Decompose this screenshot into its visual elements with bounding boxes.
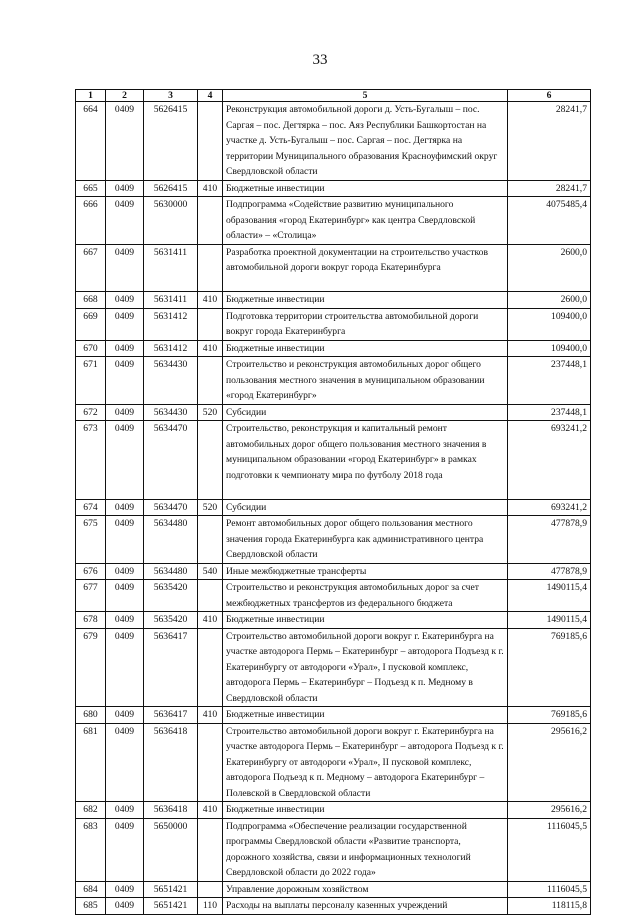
table-row: [76, 612, 591, 629]
expense-type-code: [198, 628, 223, 707]
article-code: 5631412: [144, 340, 198, 357]
amount: 1490115,4: [508, 612, 591, 629]
row-number: 681: [76, 723, 106, 802]
amount: 1490115,4: [508, 580, 591, 612]
section-code: 0409: [106, 707, 144, 724]
amount: 1116045,5: [508, 881, 591, 898]
amount: 109400,0: [508, 308, 591, 340]
item-name: Строительство автомобильной дороги вокруг г. Екатеринбурга на участке автодорога Пермь – Екатеринбург – автодорога Подъезд к г. Екатеринбургу от автодороги «Урал», II пусковой комплекс, автодорога Подъезд к п. Медному – автодорога Екатеринбург – Полевской в Свердловской области: [223, 723, 508, 802]
table-row: [76, 197, 591, 245]
expense-type-code: [198, 421, 223, 500]
expense-type-code: [198, 580, 223, 612]
item-name: Расходы на выплаты персоналу казенных учреждений: [223, 898, 508, 915]
table-row: [76, 723, 591, 802]
item-name: Бюджетные инвестиции: [223, 340, 508, 357]
row-number: 667: [76, 244, 106, 292]
expense-type-code: 410: [198, 292, 223, 309]
table-row: [76, 308, 591, 340]
table-row: [76, 244, 591, 292]
row-number: 684: [76, 881, 106, 898]
column-header-2: 2: [106, 90, 144, 102]
item-name: Бюджетные инвестиции: [223, 612, 508, 629]
item-name: Субсидии: [223, 499, 508, 516]
section-code: 0409: [106, 563, 144, 580]
amount: 477878,9: [508, 563, 591, 580]
section-code: 0409: [106, 580, 144, 612]
row-number: 685: [76, 898, 106, 915]
table-row: [76, 802, 591, 819]
section-code: 0409: [106, 898, 144, 915]
column-header-4: 4: [198, 90, 223, 102]
expense-type-code: [198, 357, 223, 405]
amount: 237448,1: [508, 357, 591, 405]
article-code: 5634430: [144, 357, 198, 405]
row-number: 670: [76, 340, 106, 357]
section-code: 0409: [106, 180, 144, 197]
expense-type-code: [198, 102, 223, 181]
item-name: Подпрограмма «Содействие развитию муниципального образования «город Екатеринбург» как центра Свердловской области» – «Столица»: [223, 197, 508, 245]
expense-type-code: [198, 818, 223, 881]
row-number: 683: [76, 818, 106, 881]
amount: 109400,0: [508, 340, 591, 357]
item-name: Подготовка территории строительства автомобильной дороги вокруг города Екатеринбурга: [223, 308, 508, 340]
amount: 769185,6: [508, 707, 591, 724]
table-row: [76, 499, 591, 516]
item-name: Строительство автомобильной дороги вокруг г. Екатеринбурга на участке автодорога Пермь – Екатеринбург – автодорога Подъезд к г. Екатеринбургу от автодороги «Урал», I пусковой комплекс, автодорога Пермь – Екатеринбург – Подъезд к п. Медному в Свердловской области: [223, 628, 508, 707]
item-name: Бюджетные инвестиции: [223, 707, 508, 724]
row-number: 668: [76, 292, 106, 309]
item-name: Бюджетные инвестиции: [223, 180, 508, 197]
expense-type-code: 520: [198, 499, 223, 516]
table-row: [76, 563, 591, 580]
item-name: Реконструкция автомобильной дороги д. Усть-Бугалыш – пос. Саргая – пос. Дегтярка – пос. Аяз Республики Башкортостан на участке д. Усть-Бугалыш – пос. Саргая – пос. Дегтярка на территории Муниципального образования Красноуфимский округ Свердловской области: [223, 102, 508, 181]
table-row: [76, 881, 591, 898]
article-code: 5636418: [144, 723, 198, 802]
table-row: [76, 898, 591, 915]
section-code: 0409: [106, 612, 144, 629]
row-number: 674: [76, 499, 106, 516]
section-code: 0409: [106, 516, 144, 564]
item-name: Субсидии: [223, 404, 508, 421]
amount: 769185,6: [508, 628, 591, 707]
column-header-6: 6: [508, 90, 591, 102]
table-row: [76, 292, 591, 309]
article-code: 5651421: [144, 881, 198, 898]
amount: 295616,2: [508, 802, 591, 819]
expense-type-code: [198, 723, 223, 802]
table-row: [76, 707, 591, 724]
expense-type-code: [198, 516, 223, 564]
table-row: [76, 404, 591, 421]
article-code: 5635420: [144, 580, 198, 612]
section-code: 0409: [106, 802, 144, 819]
amount: 693241,2: [508, 421, 591, 500]
amount: 693241,2: [508, 499, 591, 516]
article-code: 5630000: [144, 197, 198, 245]
item-name: Строительство и реконструкция автомобильных дорог за счет межбюджетных трансфертов из федерального бюджета: [223, 580, 508, 612]
expense-type-code: 520: [198, 404, 223, 421]
expense-type-code: 540: [198, 563, 223, 580]
item-name: Ремонт автомобильных дорог общего пользования местного значения города Екатеринбурга как административного центра Свердловской области: [223, 516, 508, 564]
section-code: 0409: [106, 292, 144, 309]
amount: 4075485,4: [508, 197, 591, 245]
article-code: 5634430: [144, 404, 198, 421]
expense-type-code: [198, 881, 223, 898]
expense-type-code: 410: [198, 180, 223, 197]
expense-type-code: 410: [198, 340, 223, 357]
amount: 477878,9: [508, 516, 591, 564]
article-code: 5631411: [144, 292, 198, 309]
table-row: [76, 580, 591, 612]
amount: 1116045,5: [508, 818, 591, 881]
row-number: 666: [76, 197, 106, 245]
table-row: [76, 357, 591, 405]
expense-type-code: 410: [198, 707, 223, 724]
amount: 2600,0: [508, 292, 591, 309]
table-row: [76, 818, 591, 881]
item-name: Подпрограмма «Обеспечение реализации государственной программы Свердловской области «Развитие транспорта, дорожного хозяйства, связи и информационных технологий Свердловской области до 2022 года»: [223, 818, 508, 881]
expense-type-code: [198, 244, 223, 292]
page-number: 33: [312, 52, 328, 68]
item-name: Разработка проектной документации на строительство участков автомобильной дороги вокруг города Екатеринбурга: [223, 244, 508, 292]
article-code: 5650000: [144, 818, 198, 881]
article-code: 5635420: [144, 612, 198, 629]
section-code: 0409: [106, 340, 144, 357]
article-code: 5636418: [144, 802, 198, 819]
article-code: 5634470: [144, 499, 198, 516]
table-header-row: [76, 90, 591, 102]
expense-type-code: 410: [198, 612, 223, 629]
table-row: [76, 340, 591, 357]
item-name: Строительство, реконструкция и капитальный ремонт автомобильных дорог общего пользования местного значения в муниципальном образовании «город Екатеринбург» в рамках подготовки к чемпионату мира по футболу 2018 года: [223, 421, 508, 500]
article-code: 5634480: [144, 563, 198, 580]
row-number: 677: [76, 580, 106, 612]
row-number: 682: [76, 802, 106, 819]
expense-type-code: 110: [198, 898, 223, 915]
row-number: 680: [76, 707, 106, 724]
column-header-1: 1: [76, 90, 106, 102]
section-code: 0409: [106, 818, 144, 881]
section-code: 0409: [106, 102, 144, 181]
article-code: 5634470: [144, 421, 198, 500]
item-name: Бюджетные инвестиции: [223, 802, 508, 819]
amount: 237448,1: [508, 404, 591, 421]
article-code: 5626415: [144, 102, 198, 181]
amount: 28241,7: [508, 102, 591, 181]
item-name: Иные межбюджетные трансферты: [223, 563, 508, 580]
article-code: 5634480: [144, 516, 198, 564]
row-number: 678: [76, 612, 106, 629]
section-code: 0409: [106, 357, 144, 405]
section-code: 0409: [106, 499, 144, 516]
article-code: 5631412: [144, 308, 198, 340]
row-number: 673: [76, 421, 106, 500]
section-code: 0409: [106, 881, 144, 898]
item-name: Строительство и реконструкция автомобильных дорог общего пользования местного значения в муниципальном образовании «город Екатеринбург»: [223, 357, 508, 405]
row-number: 672: [76, 404, 106, 421]
section-code: 0409: [106, 197, 144, 245]
column-header-3: 3: [144, 90, 198, 102]
table-row: [76, 516, 591, 564]
article-code: 5636417: [144, 707, 198, 724]
section-code: 0409: [106, 723, 144, 802]
article-code: 5636417: [144, 628, 198, 707]
table-row: [76, 102, 591, 181]
item-name: Управление дорожным хозяйством: [223, 881, 508, 898]
table-row: [76, 421, 591, 500]
article-code: 5651421: [144, 898, 198, 915]
section-code: 0409: [106, 421, 144, 500]
article-code: 5626415: [144, 180, 198, 197]
table-row: [76, 180, 591, 197]
amount: 295616,2: [508, 723, 591, 802]
amount: 28241,7: [508, 180, 591, 197]
table-row: [76, 628, 591, 707]
expense-type-code: [198, 308, 223, 340]
row-number: 671: [76, 357, 106, 405]
budget-table: [75, 89, 591, 915]
expense-type-code: [198, 197, 223, 245]
amount: 2600,0: [508, 244, 591, 292]
expense-type-code: 410: [198, 802, 223, 819]
row-number: 669: [76, 308, 106, 340]
row-number: 664: [76, 102, 106, 181]
amount: 118115,8: [508, 898, 591, 915]
item-name: Бюджетные инвестиции: [223, 292, 508, 309]
row-number: 679: [76, 628, 106, 707]
section-code: 0409: [106, 404, 144, 421]
section-code: 0409: [106, 244, 144, 292]
row-number: 676: [76, 563, 106, 580]
section-code: 0409: [106, 308, 144, 340]
row-number: 665: [76, 180, 106, 197]
section-code: 0409: [106, 628, 144, 707]
column-header-5: 5: [223, 90, 508, 102]
row-number: 675: [76, 516, 106, 564]
article-code: 5631411: [144, 244, 198, 292]
